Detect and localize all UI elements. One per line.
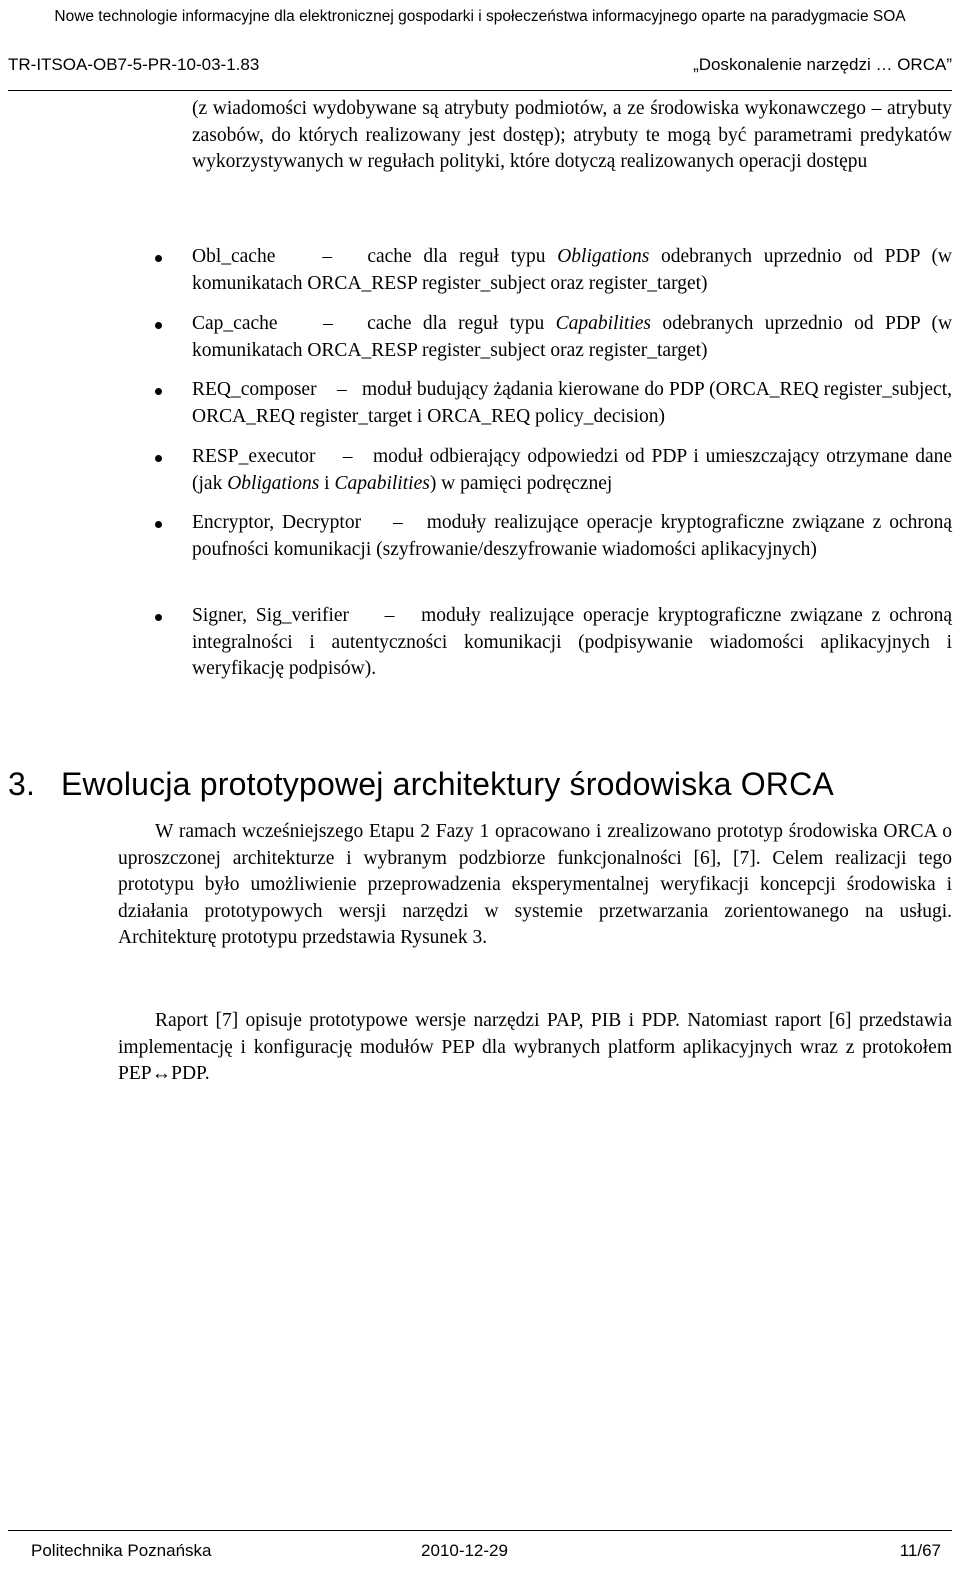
bullet-term: RESP_executor <box>192 446 316 467</box>
section-title: Ewolucja prototypowej architektury środowiska ORCA <box>61 766 834 803</box>
bullet-dash: – <box>323 313 333 334</box>
section-heading <box>8 766 834 803</box>
list-item <box>192 377 952 430</box>
bullet-text-end: odebranych uprzednio od PDP (w komunikatach ORCA_RESP register_subject oraz register_target) <box>192 313 953 361</box>
footer-divider <box>8 1530 952 1531</box>
running-header-title: Nowe technologie informacyjne dla elektronicznej gospodarki i społeczeństwa informacyjnego oparte na paradygmacie SOA <box>54 8 906 25</box>
header-divider <box>8 90 952 91</box>
bullet-italic-2: Capabilities <box>334 472 430 494</box>
list-item <box>192 603 952 683</box>
footer-date: 2010-12-29 <box>421 1541 508 1560</box>
bullet-icon <box>155 614 162 621</box>
bullet-text-end: odebranych uprzednio od PDP (w komunikatach ORCA_RESP register_subject oraz register_target) <box>192 246 953 294</box>
bullet-text: cache dla reguł typu <box>367 246 558 267</box>
page-number: 11/67 <box>899 1541 941 1560</box>
bullet-dash: – <box>342 446 353 467</box>
list-item <box>192 244 952 297</box>
bullet-term: Obl_cache <box>192 246 276 267</box>
bullet-text: moduły realizujące operacje kryptograficzne związane z ochroną poufności komunikacji (szyfrowanie/deszyfrowanie wiadomości aplikacyjnych) <box>192 512 953 560</box>
list-item <box>192 510 952 563</box>
bullet-dash: – <box>322 246 333 267</box>
bullet-dash: – <box>384 605 395 626</box>
bullet-term: Cap_cache <box>192 313 278 334</box>
list-item <box>192 311 952 364</box>
bullet-italic: Obligations <box>227 472 320 494</box>
document-title: „Doskonalenie narzędzi … ORCA” <box>693 55 952 74</box>
bullet-italic: Obligations <box>557 246 650 267</box>
paragraph <box>118 819 952 952</box>
bullet-text: moduły realizujące operacje kryptograficzne związane z ochroną integralności i autentyczności komunikacji (podpisywanie wiadomości aplikacyjnych i weryfikację podpisów). <box>192 605 953 679</box>
bullet-dash: – <box>336 379 347 400</box>
paragraph-text: Raport [7] opisuje prototypowe wersje narzędzi PAP, PIB i PDP. Natomiast raport [6] przedstawia implementację i konfigurację modułów PEP dla wybranych platform aplikacyjnych wraz z protokołem PEP↔PDP. <box>118 1010 952 1084</box>
bullet-icon <box>155 521 162 528</box>
paragraph-text: W ramach wcześniejszego Etapu 2 Fazy 1 opracowano i zrealizowano prototyp środowiska ORCA o uproszczonej architekturze i wybranym podzbiorze funkcjonalności [6], [7]. Celem realizacji tego prototypu było umożliwienie przeprowadzenia eksperymentalnej weryfikacji koncepcji środowiska i działania prototypowych wersji narzędzi w systemie przetwarzania zorientowanego na usługi. Architekturę prototypu przedstawia Rysunek 3. <box>118 821 952 948</box>
bullet-text-end: ) w pamięci podręcznej <box>429 472 613 494</box>
bullet-dash: – <box>393 512 403 533</box>
bullet-term: Signer, Sig_verifier <box>192 605 350 626</box>
paragraph <box>118 1008 952 1088</box>
section-number: 3. <box>8 766 36 803</box>
running-header-meta <box>8 55 952 75</box>
bullet-term: Encryptor, Decryptor <box>192 512 362 533</box>
list-item <box>192 444 952 497</box>
bullet-text: cache dla reguł typu <box>367 313 556 334</box>
bullet-icon <box>155 322 162 329</box>
bullet-italic: Capabilities <box>555 313 651 334</box>
bullet-text: moduł budujący żądania kierowane do PDP (ORCA_REQ register_subject, ORCA_REQ register_target i ORCA_REQ policy_decision) <box>192 379 952 427</box>
footer-institution: Politechnika Poznańska <box>31 1541 212 1560</box>
bullet-icon <box>155 255 162 262</box>
bullet-text-mid: i <box>319 472 335 494</box>
intro-paragraph: (z wiadomości wydobywane są atrybuty podmiotów, a ze środowiska wykonawczego – atrybuty zasobów, do których realizowany jest dostęp); atrybuty te mogą być parametrami predykatów wykorzystywanych w regułach polityki, które dotyczą realizowanych operacji dostępu <box>192 98 952 172</box>
bullet-icon <box>155 388 162 395</box>
document-id: TR-ITSOA-OB7-5-PR-10-03-1.83 <box>8 55 260 74</box>
bullet-text: moduł odbierający odpowiedzi od PDP i umieszczający otrzymane dane (jak <box>192 446 953 494</box>
bullet-icon <box>155 455 162 462</box>
bullet-term: REQ_composer <box>192 379 317 400</box>
